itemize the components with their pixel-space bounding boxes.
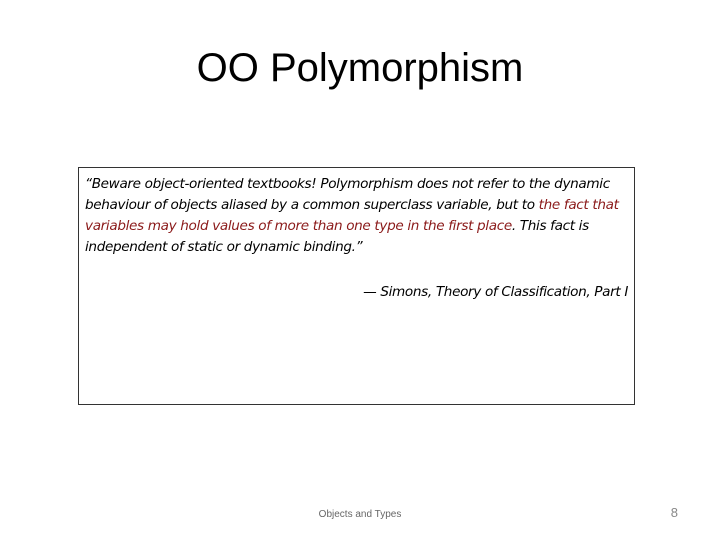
page-number: 8 [670,505,678,520]
slide-title: OO Polymorphism [196,46,524,90]
quote-part-2: . This fact is independent of static or dynamic binding.” [85,218,589,255]
quote-box [78,167,635,405]
quote-part-1: “Beware object-oriented textbooks! Polymorphism does not refer to the dynamic behaviour of objects aliased by a common superclass variable, but to [85,176,610,213]
quote-highlight: the fact that variables may hold values of more than one type in the first place [85,197,619,234]
quote-text [85,174,631,258]
slide-footer: Objects and Types [318,509,402,520]
quote-attribution: — Simons, Theory of Classification, Part I [363,284,628,300]
